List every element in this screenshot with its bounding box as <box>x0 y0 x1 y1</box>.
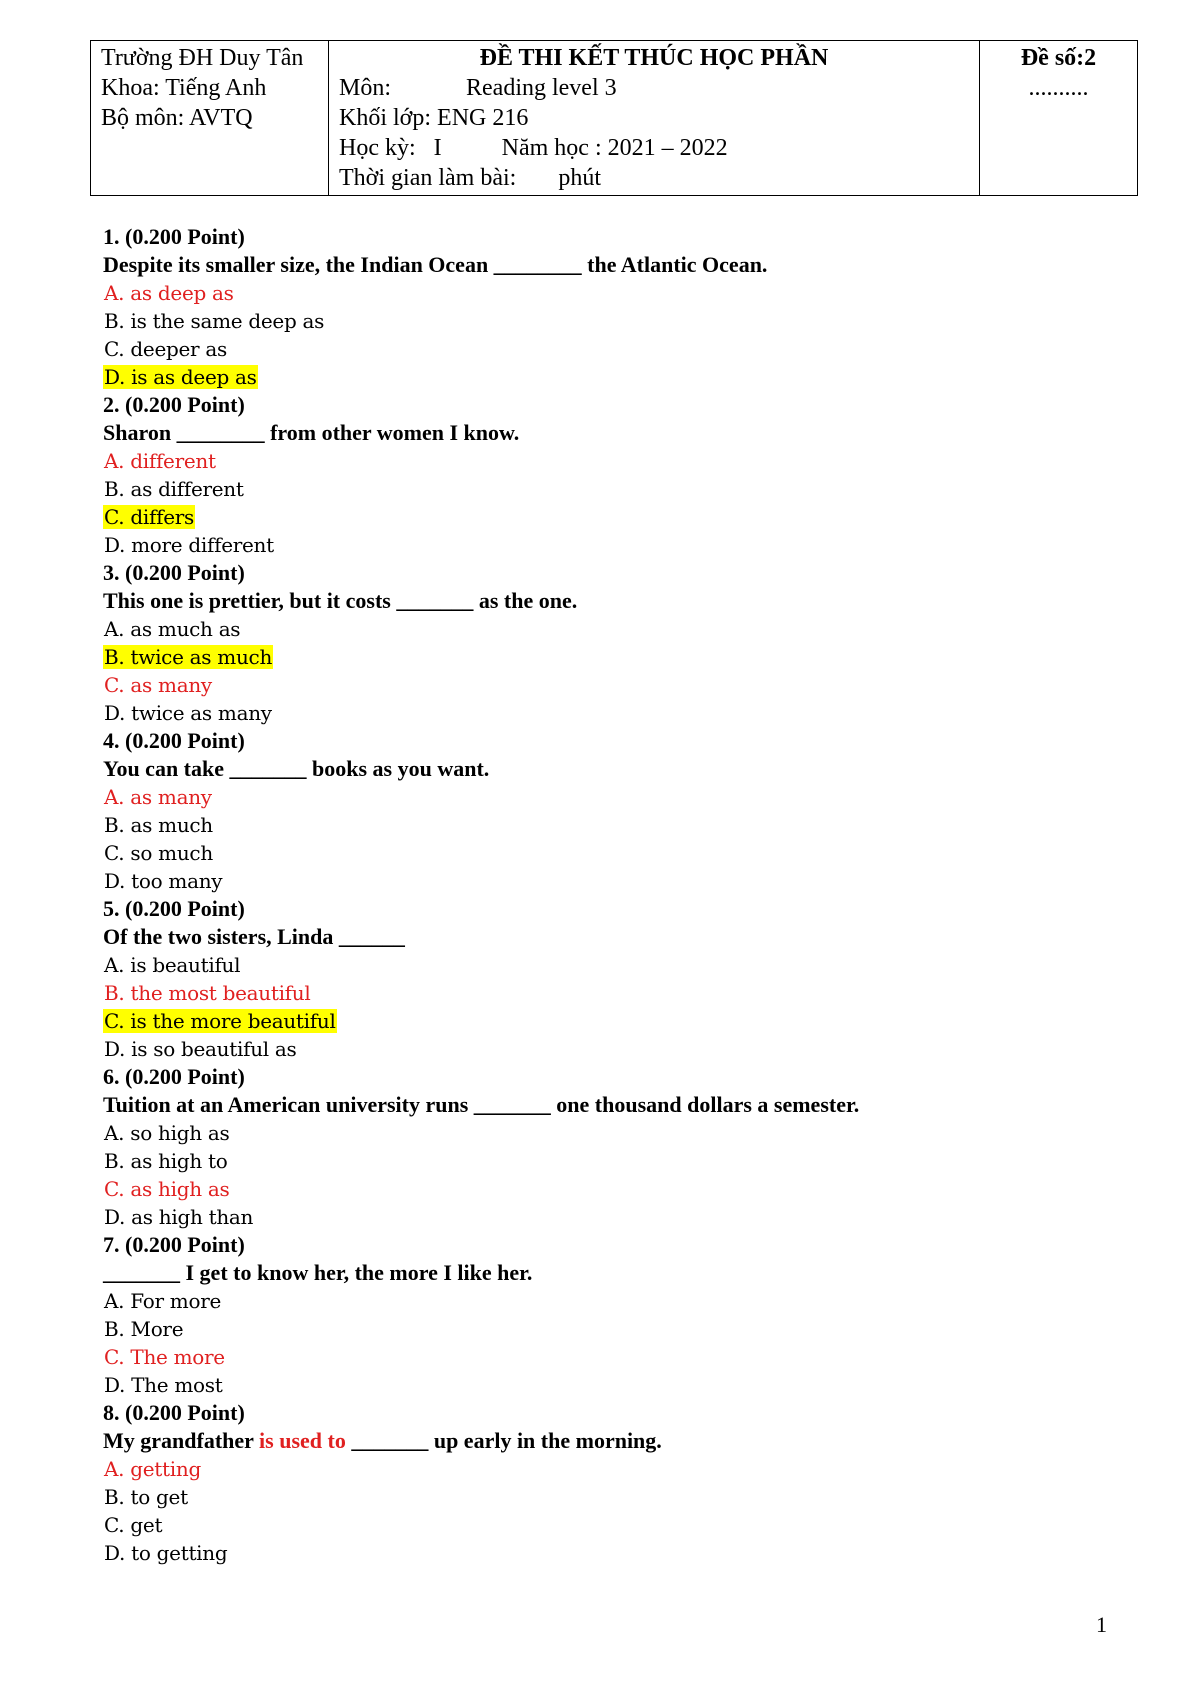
department-name: Bộ môn: AVTQ <box>101 105 253 131</box>
term-label: Học kỳ: <box>339 135 416 161</box>
question-stem: _______ I get to know her, the more I like her. <box>103 1260 533 1285</box>
answer-option-row <box>103 335 1123 363</box>
time-unit: phút <box>558 165 601 191</box>
page-number: 1 <box>1096 1612 1107 1637</box>
subject-value: Reading level 3 <box>466 75 617 101</box>
answer-option-row <box>103 671 1123 699</box>
answer-option-row <box>103 979 1123 1007</box>
answer-option[interactable]: C. get <box>104 1513 163 1537</box>
question-text <box>103 251 1123 279</box>
question-1 <box>103 223 1123 391</box>
answer-option[interactable]: A. different <box>104 449 216 473</box>
subject-label: Môn: <box>339 75 392 101</box>
question-text <box>103 923 1123 951</box>
answer-option-row <box>103 1539 1123 1567</box>
answer-option[interactable]: C. The more <box>104 1345 225 1369</box>
answer-option[interactable]: A. as many <box>104 785 212 809</box>
question-stem: Tuition at an American university runs _______ one thousand dollars a semester. <box>103 1092 860 1117</box>
question-text <box>103 1091 1123 1119</box>
answer-option-row <box>103 1455 1123 1483</box>
question-heading: 1. (0.200 Point) <box>103 224 245 249</box>
question-heading: 2. (0.200 Point) <box>103 392 245 417</box>
subject-row <box>339 73 969 103</box>
year-line: Năm học : 2021 – 2022 <box>501 135 728 161</box>
answer-option[interactable]: A. as deep as <box>104 281 234 305</box>
answer-option-row <box>103 867 1123 895</box>
question-8 <box>103 1399 1123 1567</box>
answer-option-row <box>103 1287 1123 1315</box>
answer-option-row <box>103 839 1123 867</box>
answer-option-row <box>103 1343 1123 1371</box>
question-stem-highlight: is used to <box>259 1428 346 1453</box>
answer-option[interactable]: B. as much <box>104 813 213 837</box>
question-stem-end: _______ up early in the morning. <box>345 1428 662 1453</box>
answer-option[interactable]: B. as high to <box>104 1149 228 1173</box>
answer-option-row <box>103 643 1123 671</box>
answer-option-row <box>103 475 1123 503</box>
answer-option-row <box>103 1371 1123 1399</box>
question-stem: Of the two sisters, Linda ______ <box>103 924 405 949</box>
question-4 <box>103 727 1123 895</box>
question-heading: 7. (0.200 Point) <box>103 1232 245 1257</box>
answer-option[interactable]: C. as many <box>104 673 212 697</box>
answer-option[interactable]: D. is so beautiful as <box>104 1037 297 1061</box>
question-7 <box>103 1231 1123 1399</box>
question-text <box>103 1259 1123 1287</box>
answer-option[interactable]: A. so high as <box>104 1121 230 1145</box>
question-stem: Sharon ________ from other women I know. <box>103 420 520 445</box>
question-list <box>103 223 1123 1567</box>
question-text <box>103 587 1123 615</box>
answer-option[interactable]: B. to get <box>104 1485 188 1509</box>
answer-option-row <box>103 363 1123 391</box>
answer-option[interactable]: C. is the more beautiful <box>104 1009 336 1033</box>
answer-option[interactable]: D. more different <box>104 533 274 557</box>
exam-info-cell <box>329 41 980 196</box>
answer-option-row <box>103 699 1123 727</box>
question-5 <box>103 895 1123 1063</box>
answer-option[interactable]: A. as much as <box>104 617 241 641</box>
answer-option[interactable]: C. as high as <box>104 1177 230 1201</box>
school-name: Trường ĐH Duy Tân <box>101 45 304 71</box>
question-3 <box>103 559 1123 727</box>
question-2 <box>103 391 1123 559</box>
answer-option[interactable]: A. For more <box>104 1289 222 1313</box>
answer-option[interactable]: B. More <box>104 1317 184 1341</box>
answer-option[interactable]: D. twice as many <box>104 701 272 725</box>
answer-option-row <box>103 1511 1123 1539</box>
exam-code-dots: .......... <box>1028 75 1089 101</box>
question-text <box>103 755 1123 783</box>
answer-option-row <box>103 811 1123 839</box>
answer-option[interactable]: D. is as deep as <box>104 365 257 389</box>
term-value: I <box>433 135 442 161</box>
question-heading: 6. (0.200 Point) <box>103 1064 245 1089</box>
answer-option-row <box>103 1175 1123 1203</box>
answer-option-row <box>103 1483 1123 1511</box>
question-text <box>103 1427 1123 1455</box>
question-heading: 3. (0.200 Point) <box>103 560 245 585</box>
answer-option[interactable]: D. The most <box>104 1373 223 1397</box>
answer-option-row <box>103 307 1123 335</box>
answer-option-row <box>103 1147 1123 1175</box>
exam-title: ĐỀ THI KẾT THÚC HỌC PHẦN <box>479 45 829 71</box>
answer-option[interactable]: D. too many <box>104 869 223 893</box>
answer-option-row <box>103 1119 1123 1147</box>
answer-option-row <box>103 783 1123 811</box>
time-row <box>339 163 969 193</box>
answer-option[interactable]: B. twice as much <box>104 645 273 669</box>
question-6 <box>103 1063 1123 1231</box>
answer-option[interactable]: C. differs <box>104 505 194 529</box>
exam-code-cell <box>980 41 1138 196</box>
time-label: Thời gian làm bài: <box>339 165 517 191</box>
term-row <box>339 133 969 163</box>
answer-option-row <box>103 1315 1123 1343</box>
answer-option[interactable]: B. is the same deep as <box>104 309 325 333</box>
question-text <box>103 419 1123 447</box>
answer-option[interactable]: C. deeper as <box>104 337 227 361</box>
question-stem: This one is prettier, but it costs _______ as the one. <box>103 588 578 613</box>
answer-option-row <box>103 1007 1123 1035</box>
question-heading: 8. (0.200 Point) <box>103 1400 245 1425</box>
answer-option[interactable]: B. the most beautiful <box>104 981 311 1005</box>
school-info-cell <box>91 41 329 196</box>
answer-option[interactable]: D. as high than <box>104 1205 254 1229</box>
answer-option[interactable]: D. to getting <box>104 1541 228 1565</box>
answer-option-row <box>103 447 1123 475</box>
answer-option[interactable]: A. getting <box>104 1457 201 1481</box>
answer-option-row <box>103 503 1123 531</box>
answer-option-row <box>103 279 1123 307</box>
answer-option-row <box>103 1203 1123 1231</box>
answer-option-row <box>103 531 1123 559</box>
answer-option[interactable]: C. so much <box>104 841 213 865</box>
answer-option-row <box>103 951 1123 979</box>
faculty-name: Khoa: Tiếng Anh <box>101 75 267 101</box>
answer-option[interactable]: A. is beautiful <box>104 953 241 977</box>
question-stem: My grandfather <box>103 1428 260 1453</box>
exam-code: Đề số:2 <box>1020 45 1097 71</box>
question-heading: 5. (0.200 Point) <box>103 896 245 921</box>
class-line: Khối lớp: ENG 216 <box>339 105 529 131</box>
answer-option-row <box>103 615 1123 643</box>
question-stem: Despite its smaller size, the Indian Ocean ________ the Atlantic Ocean. <box>103 252 768 277</box>
exam-header-table <box>90 40 1138 196</box>
answer-option-row <box>103 1035 1123 1063</box>
answer-option[interactable]: B. as different <box>104 477 244 501</box>
question-heading: 4. (0.200 Point) <box>103 728 245 753</box>
question-stem: You can take _______ books as you want. <box>103 756 490 781</box>
